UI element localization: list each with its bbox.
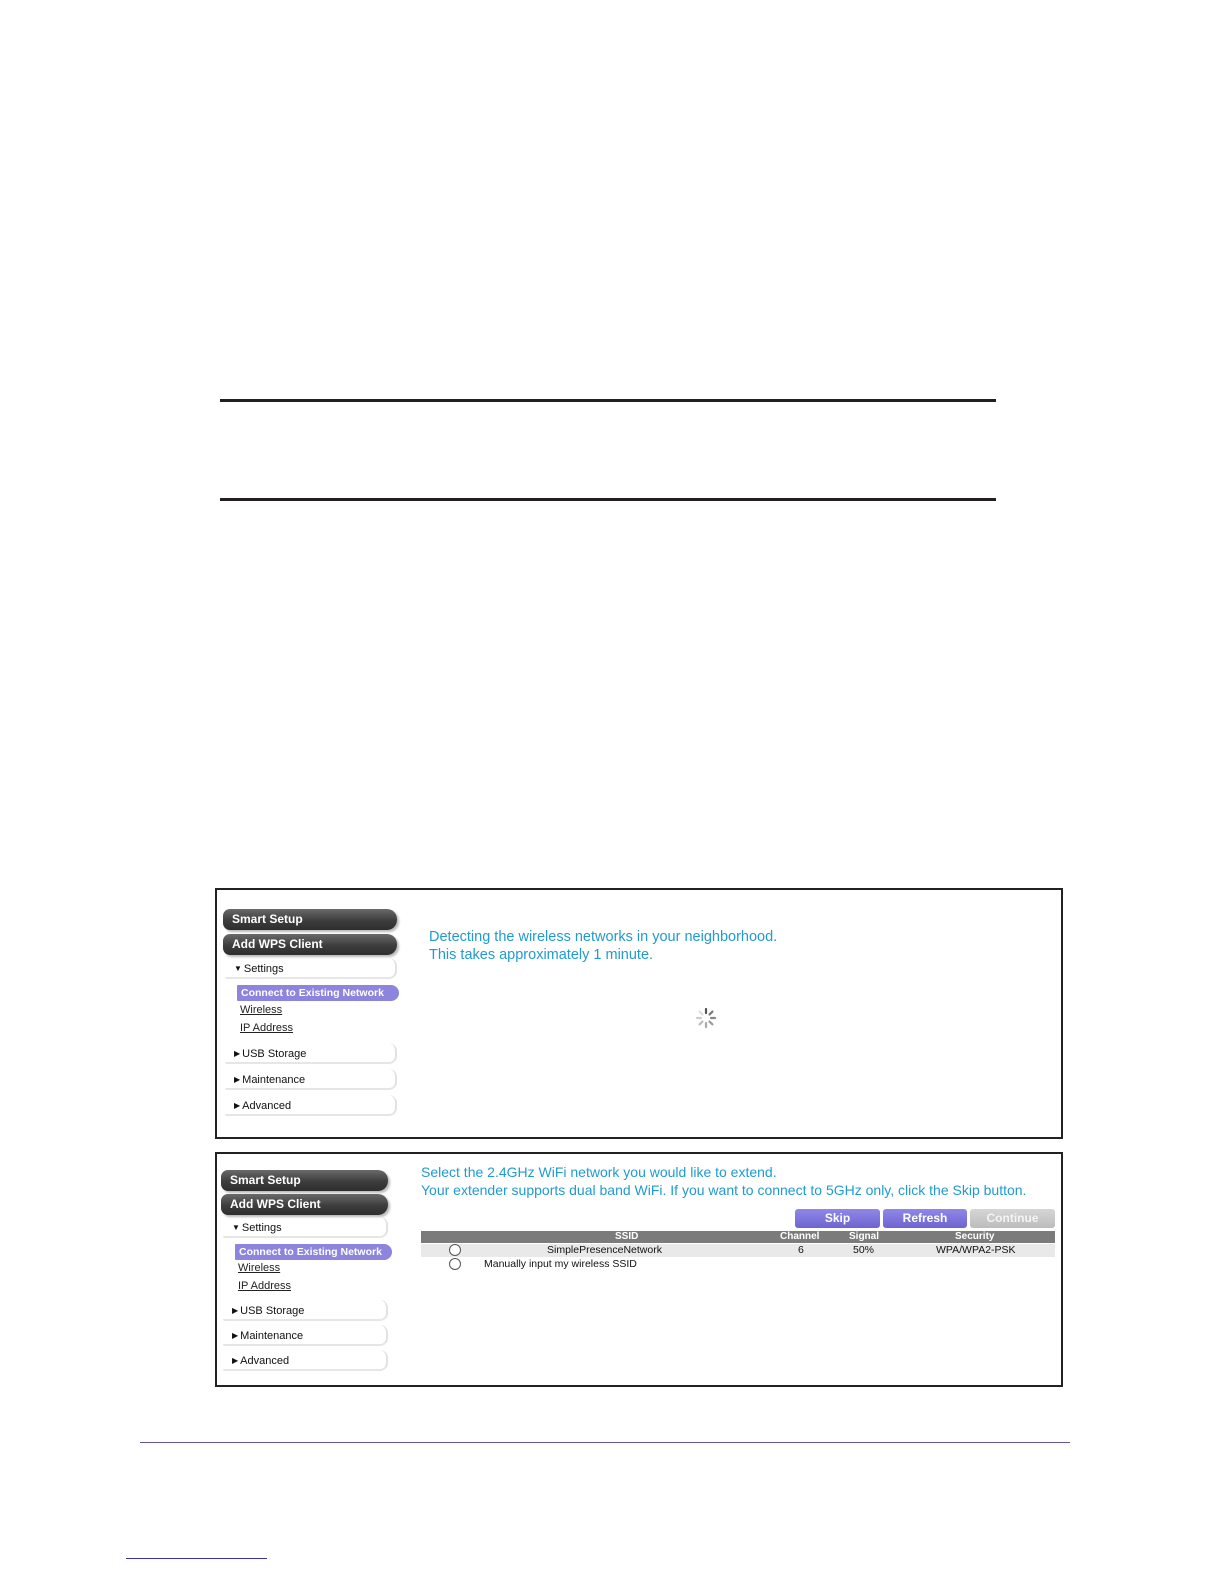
signal-cell: 50% <box>853 1244 875 1256</box>
usb-storage-section[interactable] <box>223 1300 388 1321</box>
settings-label: Settings <box>243 963 284 975</box>
continue-button[interactable]: Continue <box>970 1209 1055 1228</box>
refresh-button[interactable]: Refresh <box>883 1209 967 1228</box>
collapsed-arrow-icon: ▶ <box>232 1306 239 1315</box>
sidebar-item-connect-existing-network[interactable]: Connect to Existing Network <box>235 1244 392 1260</box>
column-signal: Signal <box>849 1231 880 1242</box>
network-table-header <box>421 1231 1055 1243</box>
usb-storage-section[interactable] <box>225 1043 397 1064</box>
settings-section[interactable] <box>223 1217 388 1238</box>
maintenance-section[interactable] <box>223 1325 388 1346</box>
collapsed-arrow-icon: ▶ <box>232 1356 239 1365</box>
column-ssid: SSID <box>615 1231 639 1242</box>
advanced-section[interactable] <box>223 1350 388 1371</box>
loading-spinner-icon <box>695 1007 717 1029</box>
maintenance-section[interactable] <box>225 1069 397 1090</box>
expanded-arrow-icon: ▼ <box>232 1223 240 1232</box>
detecting-message: Detecting the wireless networks in your neighborhood. <box>429 929 778 945</box>
column-channel: Channel <box>780 1231 820 1242</box>
manual-ssid-radio[interactable] <box>449 1258 461 1270</box>
expanded-arrow-icon: ▼ <box>234 964 242 973</box>
note-top-rule <box>220 399 996 402</box>
security-cell: WPA/WPA2-PSK <box>936 1244 1016 1256</box>
sidebar-item-ip-address[interactable]: IP Address <box>240 1022 293 1034</box>
sidebar-item-wireless[interactable]: Wireless <box>238 1262 281 1274</box>
collapsed-arrow-icon: ▶ <box>232 1331 239 1340</box>
channel-cell: 6 <box>798 1244 804 1256</box>
screenshot-detecting <box>215 888 1063 1139</box>
sidebar-item-connect-existing-network[interactable]: Connect to Existing Network <box>237 985 399 1001</box>
footer-link-underline <box>126 1558 267 1559</box>
footer-rule <box>140 1442 1070 1443</box>
column-security: Security <box>955 1231 995 1242</box>
note-bottom-rule <box>220 498 996 501</box>
settings-label: Settings <box>241 1222 282 1234</box>
screenshot-select-network <box>215 1152 1063 1387</box>
smart-setup-button[interactable]: Smart Setup <box>221 1170 388 1191</box>
usb-storage-label: USB Storage <box>240 1305 305 1317</box>
sidebar-item-wireless[interactable]: Wireless <box>240 1004 283 1016</box>
collapsed-arrow-icon: ▶ <box>234 1101 241 1110</box>
advanced-section[interactable] <box>225 1095 397 1116</box>
advanced-label: Advanced <box>242 1100 292 1112</box>
duration-message: This takes approximately 1 minute. <box>429 947 654 963</box>
ssid-cell: SimplePresenceNetwork <box>547 1244 662 1256</box>
add-wps-client-button[interactable]: Add WPS Client <box>223 934 397 955</box>
manual-ssid-label: Manually input my wireless SSID <box>484 1258 637 1270</box>
network-radio[interactable] <box>449 1244 461 1256</box>
sidebar-item-ip-address[interactable]: IP Address <box>238 1280 291 1292</box>
usb-storage-label: USB Storage <box>242 1048 307 1060</box>
skip-button[interactable]: Skip <box>795 1209 880 1228</box>
settings-section[interactable] <box>225 958 397 979</box>
table-row[interactable] <box>421 1244 1055 1257</box>
maintenance-label: Maintenance <box>240 1330 304 1342</box>
maintenance-label: Maintenance <box>242 1074 306 1086</box>
dual-band-message: Your extender supports dual band WiFi. If you want to connect to 5GHz only, click the Skip button. <box>421 1182 1027 1198</box>
select-network-message: Select the 2.4GHz WiFi network you would like to extend. <box>421 1164 777 1180</box>
table-row[interactable] <box>421 1258 1055 1271</box>
smart-setup-button[interactable]: Smart Setup <box>223 909 397 930</box>
collapsed-arrow-icon: ▶ <box>234 1075 241 1084</box>
advanced-label: Advanced <box>240 1355 290 1367</box>
collapsed-arrow-icon: ▶ <box>234 1049 241 1058</box>
add-wps-client-button[interactable]: Add WPS Client <box>221 1194 388 1215</box>
